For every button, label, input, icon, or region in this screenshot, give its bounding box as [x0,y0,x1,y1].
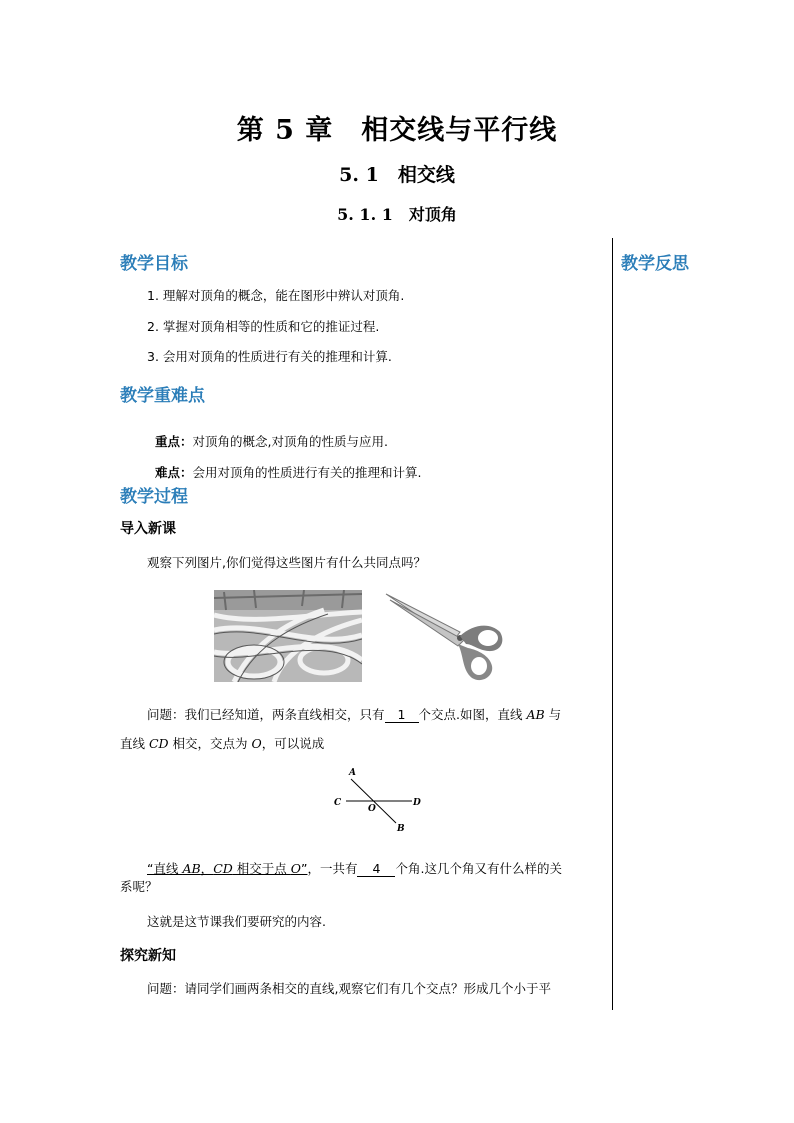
goal-item: 1. 理解对顶角的概念，能在图形中辨认对顶角. [147,288,405,303]
quote-text [147,861,307,876]
summary-text: 这就是这节课我们要研究的内容. [147,914,326,929]
answer-blank-2: 4 [357,862,395,877]
question-2-line-2: 系呢？ [120,879,158,894]
difficulty-text: 会用对顶角的性质进行有关的推理和计算. [192,465,422,480]
question-2-text-b: 个角.这几个角又有什么样的关 [395,861,562,876]
answer-blank-1: 1 [385,708,419,723]
question-1-text-d: 直线 [120,736,149,751]
process-heading: 教学过程 [120,487,188,507]
difficulty-line [147,448,421,481]
explore-heading: 探究新知 [120,948,176,964]
goal-item: 2. 掌握对顶角相等的性质和它的推证过程. [147,319,380,334]
quote-cd: CD [213,861,233,876]
quote-part: 相交于点 [232,861,291,876]
column-divider [612,238,613,1010]
label-c: C [334,798,342,808]
question-1-text-b: 个交点.如图，直线 [418,707,527,722]
quote-ab: AB [182,861,201,876]
label-a: A [349,768,356,778]
scissors-image [378,588,508,684]
point-o: O [251,736,262,751]
question-1-line-2 [120,734,324,752]
quote-part: ” [300,861,308,876]
label-b: B [397,824,405,834]
question-2-line-1 [147,859,562,877]
line-ab: AB [526,707,545,722]
label-o: O [368,804,376,814]
label-d: D [413,798,421,808]
highway-interchange-image [214,590,362,682]
question-1-text-a: 问题：我们已经知道，两条直线相交，只有 [147,707,385,722]
question-1-text-e: 相交，交点为 [168,736,252,751]
intersecting-lines-figure [326,763,426,839]
question-1-text-c: 与 [544,707,562,722]
intro-heading: 导入新课 [120,521,176,537]
line-cd: CD [148,736,169,751]
question-2-text-a: ，一共有 [307,861,358,876]
subsection-title: 5. 1. 1 对顶角 [337,205,457,224]
reflection-heading: 教学反思 [621,254,689,274]
question-1-text-f: ，可以说成 [261,736,325,751]
focus-line [147,417,388,450]
quote-o: O [290,861,301,876]
intro-text: 观察下列图片,你们觉得这些图片有什么共同点吗？ [147,555,426,570]
quote-part: “直线 [147,861,183,876]
question-1-line-1 [147,705,561,723]
focus-label: 重点： [154,434,193,449]
goals-heading: 教学目标 [120,254,188,274]
quote-part: ， [200,861,214,876]
difficulty-label: 难点： [154,465,193,480]
explore-text: 问题：请同学们画两条相交的直线,观察它们有几个交点？形成几个小于平 [147,981,551,996]
chapter-title: 第 5 章 相交线与平行线 [236,115,558,146]
goal-item: 3. 会用对顶角的性质进行有关的推理和计算. [147,349,392,364]
key-points-heading: 教学重难点 [120,386,205,406]
focus-text: 对顶角的概念,对顶角的性质与应用. [192,434,388,449]
section-title: 5. 1 相交线 [339,164,455,186]
